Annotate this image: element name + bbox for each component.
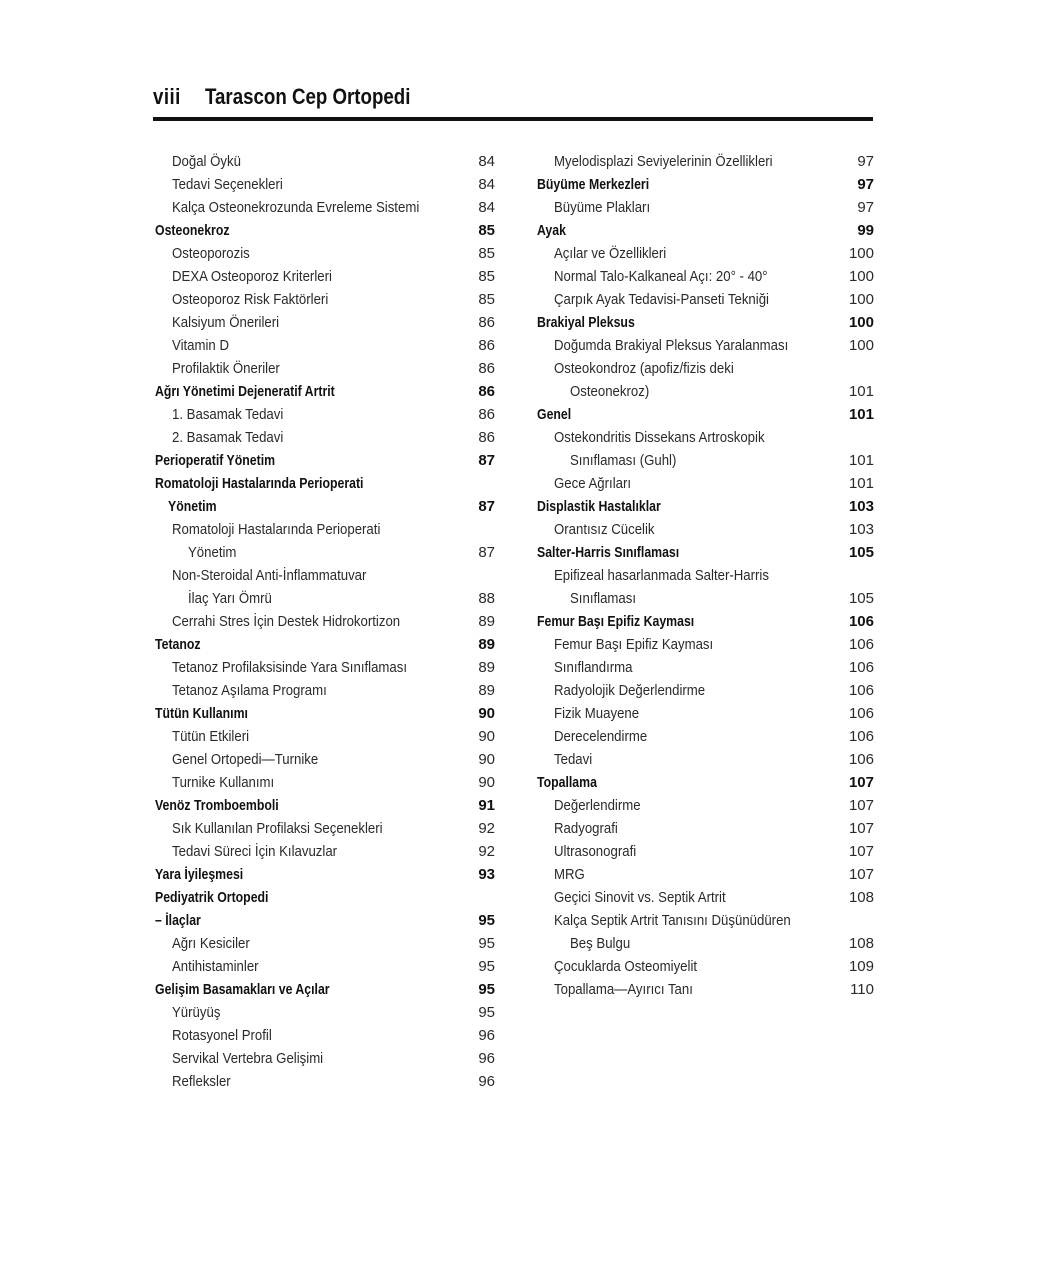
toc-page-number: 103: [848, 521, 874, 538]
toc-entry-title: Gece Ağrıları: [554, 475, 632, 492]
toc-entry-title: Tetanoz Profilaksisinde Yara Sınıflaması: [172, 659, 408, 676]
toc-page-number: 85: [478, 291, 495, 308]
toc-page-number: 84: [478, 153, 495, 170]
toc-heading: [155, 886, 495, 909]
toc-entry-title: Tedavi: [554, 751, 593, 768]
toc-entry-title: Tütün Etkileri: [172, 728, 250, 745]
toc-entry: [155, 518, 495, 541]
toc-entry: [537, 472, 874, 495]
toc-page-number: 110: [850, 981, 874, 998]
toc-entry-title: Tütün Kullanımı: [155, 705, 248, 722]
toc-page-number: 86: [478, 360, 495, 377]
toc-entry-title: Ağrı Yönetimi Dejeneratif Artrit: [155, 383, 335, 400]
toc-entry: [155, 679, 495, 702]
toc-entry-title: Ayak: [537, 222, 566, 239]
toc-entry: [155, 426, 495, 449]
toc-page-number: 84: [478, 199, 495, 216]
header-rule: [153, 117, 873, 121]
toc-page-number: 95: [478, 958, 495, 975]
toc-page-number: 106: [848, 636, 874, 653]
toc-page-number: 89: [478, 659, 495, 676]
toc-page-number: 91: [478, 797, 495, 814]
toc-entry-title: Brakiyal Pleksus: [537, 314, 635, 331]
toc-heading: [155, 978, 495, 1001]
toc-page-number: 101: [848, 383, 874, 400]
toc-page-number: 109: [848, 958, 874, 975]
toc-entry-title: 1. Basamak Tedavi: [172, 406, 284, 423]
toc-heading: [155, 794, 495, 817]
toc-entry: [537, 196, 874, 219]
toc-entry: [155, 725, 495, 748]
toc-entry: [537, 817, 874, 840]
toc-page-number: 90: [478, 751, 495, 768]
toc-entry-title: Çarpık Ayak Tedavisi-Panseti Tekniği: [554, 291, 769, 308]
toc-entry-title: Non-Steroidal Anti-İnflammatuvar: [172, 567, 367, 584]
toc-page-number: 100: [848, 337, 874, 354]
toc-page-number: 99: [857, 222, 874, 239]
toc-entry-title: Doğal Öykü: [172, 153, 241, 170]
toc-entry: [155, 1001, 495, 1024]
page-number-roman: viii: [153, 84, 181, 109]
toc-entry-title: Perioperatif Yönetim: [155, 452, 276, 469]
toc-page-number: 106: [848, 705, 874, 722]
toc-entry-title: Osteokondroz (apofiz/fizis deki: [554, 360, 734, 377]
toc-heading: [155, 863, 495, 886]
toc-entry: [537, 725, 874, 748]
toc-page-number: 100: [848, 291, 874, 308]
toc-heading: [537, 403, 874, 426]
toc-page-number: 86: [478, 337, 495, 354]
toc-entry: [537, 334, 874, 357]
toc-entry: [155, 771, 495, 794]
toc-entry-title: Ostekondritis Dissekans Artroskopik: [554, 429, 765, 446]
toc-page-number: 107: [848, 843, 874, 860]
toc-page-number: 101: [848, 452, 874, 469]
toc-heading: [155, 909, 495, 932]
toc-entry-title: Radyografi: [554, 820, 618, 837]
toc-page-number: 107: [848, 774, 874, 791]
toc-page-number: 107: [848, 797, 874, 814]
toc-entry-title: Tetanoz Aşılama Programı: [172, 682, 327, 699]
toc-entry: [537, 288, 874, 311]
toc-page-number: 106: [848, 682, 874, 699]
toc-page-number: 84: [478, 176, 495, 193]
toc-entry-title: Kalça Osteonekrozunda Evreleme Sistemi: [172, 199, 420, 216]
toc-heading: [537, 495, 874, 518]
toc-heading: [537, 311, 874, 334]
toc-entry: [537, 518, 874, 541]
toc-entry-title: Yürüyüş: [172, 1004, 221, 1021]
toc-page-number: 100: [848, 268, 874, 285]
toc-entry-title: Genel Ortopedi—Turnike: [172, 751, 319, 768]
toc-entry-title: Kalsiyum Önerileri: [172, 314, 280, 331]
toc-page-number: 106: [848, 659, 874, 676]
toc-entry-title: Fizik Muayene: [554, 705, 640, 722]
toc-entry: [537, 242, 874, 265]
toc-entry-title: Osteonekroz: [155, 222, 230, 239]
toc-page-number: 90: [478, 705, 495, 722]
toc-entry-title: Orantısız Cücelik: [554, 521, 655, 538]
toc-entry-title: Normal Talo-Kalkaneal Açı: 20° - 40°: [554, 268, 768, 285]
toc-entry: [537, 863, 874, 886]
toc-entry: [537, 265, 874, 288]
toc-entry: [537, 449, 874, 472]
toc-page-number: 93: [478, 866, 495, 883]
toc-page-number: 87: [478, 498, 495, 515]
toc-entry: [537, 886, 874, 909]
toc-page-number: 85: [478, 245, 495, 262]
toc-entry-title: Kalça Septik Artrit Tanısını Düşünüdüren: [554, 912, 791, 929]
toc-entry: [155, 840, 495, 863]
toc-entry-title: Displastik Hastalıklar: [537, 498, 661, 515]
toc-entry-title: Gelişim Basamakları ve Açılar: [155, 981, 330, 998]
toc-entry-title: Ağrı Kesiciler: [172, 935, 250, 952]
toc-entry: [155, 357, 495, 380]
toc-heading: [537, 610, 874, 633]
toc-entry-title: Romatoloji Hastalarında Perioperati: [172, 521, 381, 538]
toc-entry: [155, 748, 495, 771]
toc-entry: [537, 564, 874, 587]
toc-entry-title: Turnike Kullanımı: [172, 774, 275, 791]
toc-heading: [155, 472, 495, 495]
toc-page-number: 86: [478, 429, 495, 446]
toc-entry-title: Cerrahi Stres İçin Destek Hidrokortizon: [172, 613, 401, 630]
toc-page-number: 89: [478, 613, 495, 630]
toc-page-number: 95: [478, 1004, 495, 1021]
toc-entry-title: Pediyatrik Ortopedi: [155, 889, 269, 906]
toc-entry-title: Refleksler: [172, 1073, 231, 1090]
toc-page-number: 96: [478, 1027, 495, 1044]
toc-entry: [155, 1070, 495, 1093]
toc-page-number: 100: [848, 314, 874, 331]
toc-entry: [155, 541, 495, 564]
toc-page-number: 106: [848, 613, 874, 630]
toc-page-number: 101: [848, 406, 874, 423]
toc-entry-title: Çocuklarda Osteomiyelit: [554, 958, 698, 975]
toc-entry-title: Rotasyonel Profil: [172, 1027, 272, 1044]
toc-entry-title: Beş Bulgu: [570, 935, 631, 952]
toc-page-number: 108: [848, 935, 874, 952]
toc-entry-title: Tedavi Seçenekleri: [172, 176, 283, 193]
toc-page-number: 105: [848, 590, 874, 607]
toc-entry-title: Derecelendirme: [554, 728, 648, 745]
toc-entry-title: Radyolojik Değerlendirme: [554, 682, 706, 699]
toc-page-number: 86: [478, 383, 495, 400]
toc-page-number: 100: [848, 245, 874, 262]
toc-entry: [537, 794, 874, 817]
toc-entry: [537, 909, 874, 932]
toc-page-number: 103: [848, 498, 874, 515]
toc-entry: [155, 610, 495, 633]
toc-entry-title: DEXA Osteoporoz Kriterleri: [172, 268, 332, 285]
toc-page-number: 85: [478, 222, 495, 239]
toc-page-number: 85: [478, 268, 495, 285]
toc-entry-title: Romatoloji Hastalarında Perioperati: [155, 475, 364, 492]
toc-entry: [155, 817, 495, 840]
toc-entry: [537, 840, 874, 863]
toc-page-number: 86: [478, 314, 495, 331]
toc-page-number: 90: [478, 728, 495, 745]
toc-entry-title: Tedavi Süreci İçin Kılavuzlar: [172, 843, 338, 860]
toc-entry-title: Geçici Sinovit vs. Septik Artrit: [554, 889, 726, 906]
toc-entry: [537, 426, 874, 449]
toc-page-number: 95: [478, 981, 495, 998]
toc-entry-title: Yara İyileşmesi: [155, 866, 244, 883]
toc-entry-title: Osteoporozis: [172, 245, 250, 262]
toc-heading: [537, 173, 874, 196]
toc-entry: [155, 1024, 495, 1047]
toc-entry-title: Myelodisplazi Seviyelerinin Özellikleri: [554, 153, 773, 170]
toc-heading: [155, 449, 495, 472]
toc-entry-title: Osteoporoz Risk Faktörleri: [172, 291, 329, 308]
toc-entry: [537, 748, 874, 771]
page-header: [153, 80, 873, 120]
toc-entry-title: İlaç Yarı Ömrü: [188, 590, 272, 607]
toc-entry-title: Tetanoz: [155, 636, 201, 653]
toc-page-number: 90: [478, 774, 495, 791]
toc-entry-title: Femur Başı Epifiz Kayması: [537, 613, 695, 630]
toc-page-number: 87: [478, 452, 495, 469]
toc-entry: [155, 311, 495, 334]
toc-entry-title: 2. Basamak Tedavi: [172, 429, 284, 446]
toc-entry-title: Değerlendirme: [554, 797, 641, 814]
toc-entry-title: Doğumda Brakiyal Pleksus Yaralanması: [554, 337, 789, 354]
toc-entry: [155, 564, 495, 587]
toc-entry-title: Epifizeal hasarlanmada Salter-Harris: [554, 567, 769, 584]
toc-entry-title: Topallama—Ayırıcı Tanı: [554, 981, 693, 998]
toc-entry: [537, 955, 874, 978]
toc-page-number: 107: [848, 820, 874, 837]
toc-entry: [537, 357, 874, 380]
toc-entry: [537, 587, 874, 610]
toc-entry-title: Servikal Vertebra Gelişimi: [172, 1050, 324, 1067]
book-title: Tarascon Cep Ortopedi: [205, 84, 411, 109]
toc-entry-title: Topallama: [537, 774, 597, 791]
toc-page-number: 86: [478, 406, 495, 423]
toc-heading: [537, 771, 874, 794]
toc-page-number: 87: [478, 544, 495, 561]
toc-entry-title: Sınıflaması (Guhl): [570, 452, 677, 469]
toc-entry: [537, 932, 874, 955]
toc-heading: [155, 495, 495, 518]
toc-entry-title: Yönetim: [188, 544, 237, 561]
toc-entry-title: Antihistaminler: [172, 958, 259, 975]
toc-entry-title: Yönetim: [168, 498, 217, 515]
toc-entry-title: Vitamin D: [172, 337, 229, 354]
toc-right-column: [537, 150, 874, 1001]
toc-entry: [155, 242, 495, 265]
toc-page-number: 97: [857, 153, 874, 170]
toc-page-number: 89: [478, 636, 495, 653]
toc-entry: [155, 656, 495, 679]
toc-page-number: 96: [478, 1050, 495, 1067]
toc-heading: [155, 219, 495, 242]
toc-page-number: 108: [848, 889, 874, 906]
toc-entry-title: – İlaçlar: [155, 912, 201, 929]
toc-entry: [155, 334, 495, 357]
toc-entry-title: Büyüme Merkezleri: [537, 176, 650, 193]
toc-left-column: [155, 150, 495, 1093]
toc-entry-title: MRG: [554, 866, 585, 883]
toc-entry: [155, 196, 495, 219]
toc-page-number: 92: [478, 843, 495, 860]
toc-entry: [537, 978, 874, 1001]
toc-entry-title: Açılar ve Özellikleri: [554, 245, 667, 262]
toc-entry: [155, 265, 495, 288]
toc-page-number: 88: [478, 590, 495, 607]
toc-entry: [155, 955, 495, 978]
toc-entry: [155, 587, 495, 610]
toc-page-number: 96: [478, 1073, 495, 1090]
toc-entry-title: Sınıflaması: [570, 590, 637, 607]
toc-page-number: 107: [848, 866, 874, 883]
toc-entry-title: Ultrasonografi: [554, 843, 637, 860]
toc-entry-title: Osteonekroz): [570, 383, 650, 400]
toc-entry: [537, 656, 874, 679]
toc-page-number: 92: [478, 820, 495, 837]
toc-entry-title: Profilaktik Öneriler: [172, 360, 280, 377]
toc-page-number: 97: [857, 176, 874, 193]
toc-heading: [537, 219, 874, 242]
toc-entry: [155, 932, 495, 955]
toc-page-number: 95: [478, 935, 495, 952]
toc-entry-title: Sık Kullanılan Profilaksi Seçenekleri: [172, 820, 383, 837]
toc-page-number: 106: [848, 751, 874, 768]
toc-page-number: 101: [848, 475, 874, 492]
toc-entry: [155, 288, 495, 311]
toc-entry-title: Femur Başı Epifiz Kayması: [554, 636, 714, 653]
toc-entry: [155, 150, 495, 173]
toc-entry: [537, 380, 874, 403]
toc-entry-title: Sınıflandırma: [554, 659, 633, 676]
toc-entry: [537, 150, 874, 173]
toc-entry: [155, 1047, 495, 1070]
toc-entry-title: Venöz Tromboemboli: [155, 797, 279, 814]
toc-heading: [155, 702, 495, 725]
toc-page-number: 106: [848, 728, 874, 745]
toc-page-number: 97: [857, 199, 874, 216]
toc-entry: [537, 633, 874, 656]
toc-entry-title: Büyüme Plakları: [554, 199, 651, 216]
toc-heading: [537, 541, 874, 564]
toc-entry: [537, 702, 874, 725]
toc-entry: [537, 679, 874, 702]
toc-page-number: 105: [848, 544, 874, 561]
toc-entry-title: Salter-Harris Sınıflaması: [537, 544, 680, 561]
toc-page-number: 95: [478, 912, 495, 929]
toc-entry: [155, 173, 495, 196]
toc-page-number: 89: [478, 682, 495, 699]
toc-entry-title: Genel: [537, 406, 572, 423]
toc-entry: [155, 403, 495, 426]
toc-heading: [155, 633, 495, 656]
toc-heading: [155, 380, 495, 403]
